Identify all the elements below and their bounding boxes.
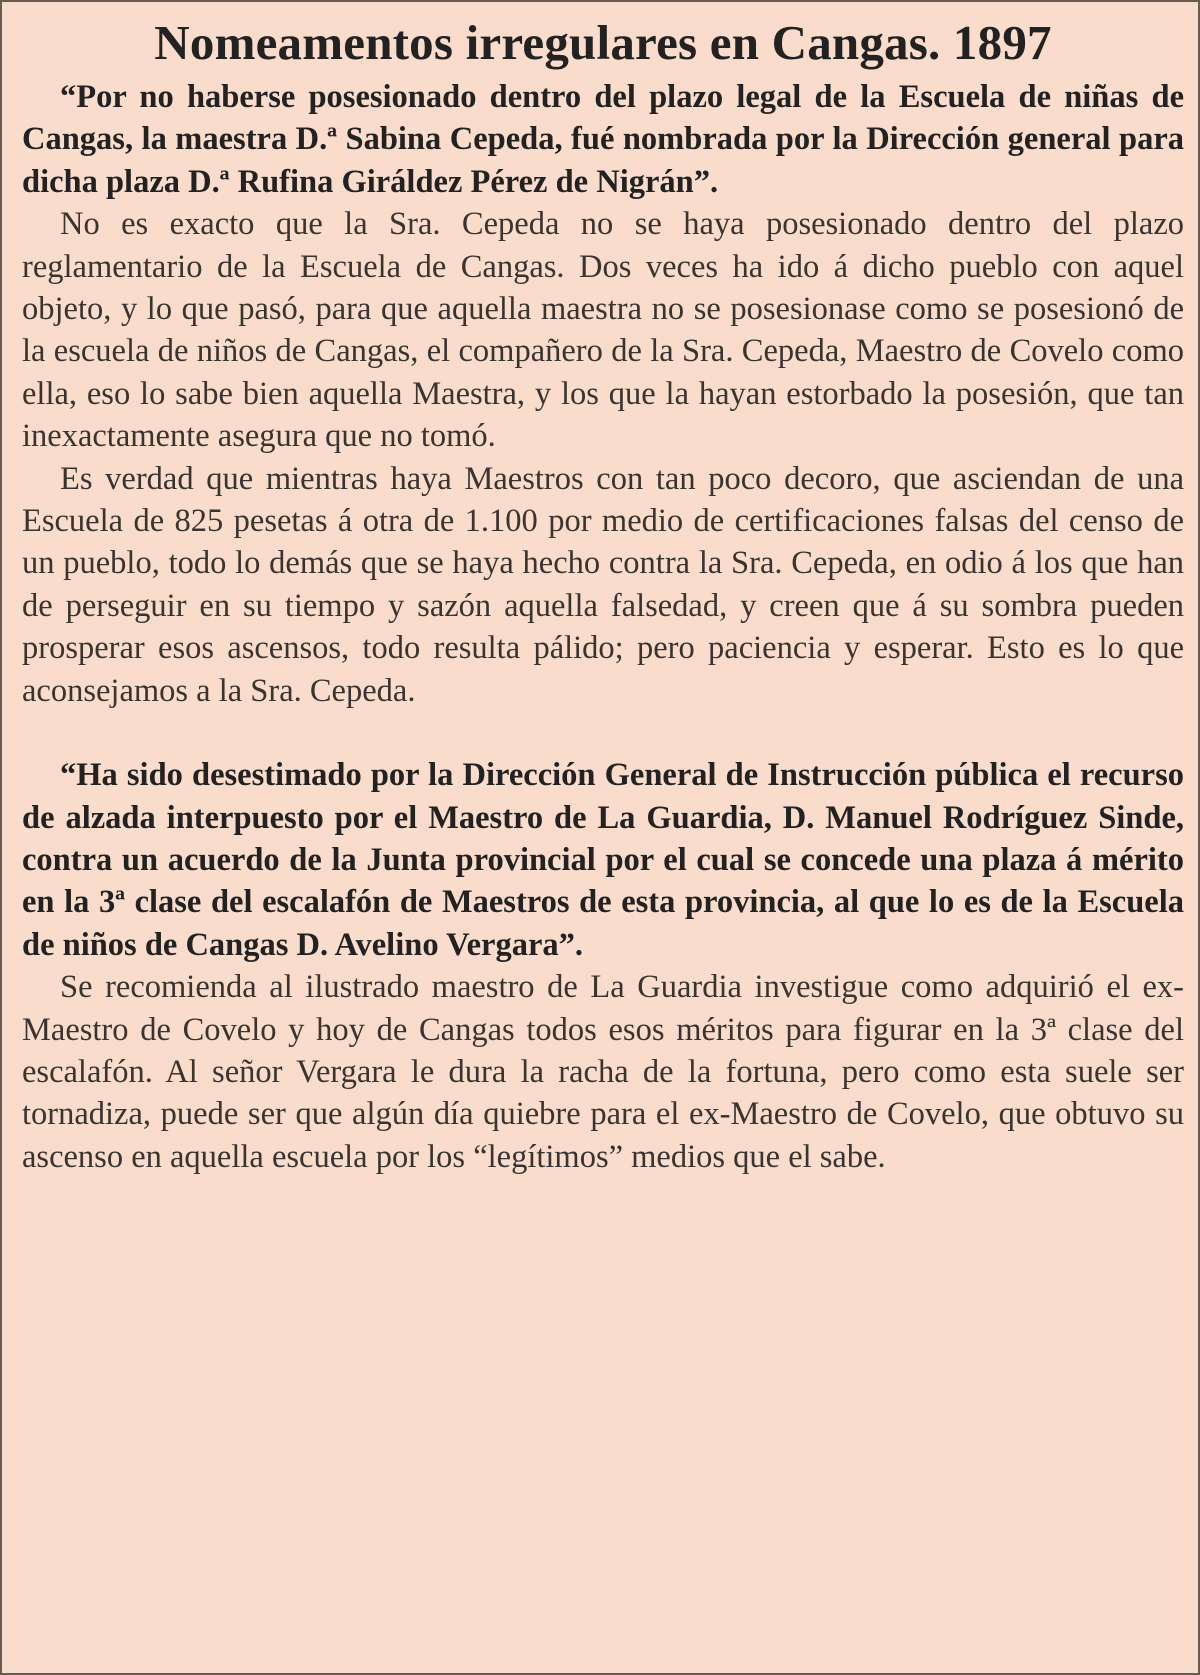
section-spacer	[22, 712, 1184, 754]
commentary-paragraph-1: No es exacto que la Sra. Cepeda no se haya posesionado dentro del plazo reglamentario de la Escuela de Cangas. Dos veces ha ido á dicho pueblo con aquel objeto, y lo que pasó, para que aquella maestra no se posesionase como se posesionó de la escuela de niños de Cangas, el compañero de la Sra. Cepeda, Maestro de Covelo como ella, eso lo sabe bien aquella Maestra, y los que la hayan estorbado la posesión, que tan inexactamente asegura que no tomó.	[22, 206, 1184, 455]
commentary-paragraph-2: Es verdad que mientras haya Maestros con tan poco decoro, que asciendan de una Escuela de 825 pesetas á otra de 1.100 por medio de certificaciones falsas del censo de un pueblo, todo lo demás que se haya hecho contra la Sra. Cepeda, en odio á los que han de perseguir en su tiempo y sazón aquella falsedad, y creen que á su sombra pueden prosperar esos ascensos, todo resulta pálido; pero paciencia y esperar. Esto es lo que aconsejamos a la Sra. Cepeda.	[22, 460, 1184, 709]
quoted-notice-2: “Ha sido desestimado por la Dirección General de Instrucción pública el recurso de alzada interpuesto por el Maestro de La Guardia, D. Manuel Rodríguez Sinde, contra un acuerdo de la Junta provincial por el cual se concede una plaza á mérito en la 3ª clase del escalafón de Maestros de esta provincia, al que lo es de la Escuela de niños de Cangas D. Avelino Vergara”.	[22, 757, 1184, 963]
quoted-notice-1: “Por no haberse posesionado dentro del plazo legal de la Escuela de niñas de Cangas, la maestra D.ª Sabina Cepeda, fué nombrada por la Dirección general para dicha plaza D.ª Rufina Giráldez Pérez de Nigrán”.	[22, 79, 1184, 200]
commentary-paragraph-3: Se recomienda al ilustrado maestro de La Guardia investigue como adquirió el ex-Maestro de Covelo y hoy de Cangas todos esos méritos para figurar en la 3ª clase del escalafón. Al señor Vergara le dura la racha de la fortuna, pero como esta suele ser tornadiza, puede ser que algún día quiebre para el ex-Maestro de Covelo, que obtuvo su ascenso en aquella escuela por los “legítimos” medios que el sabe.	[22, 969, 1184, 1175]
article-title: Nomeamentos irregulares en Cangas. 1897	[154, 15, 1052, 70]
